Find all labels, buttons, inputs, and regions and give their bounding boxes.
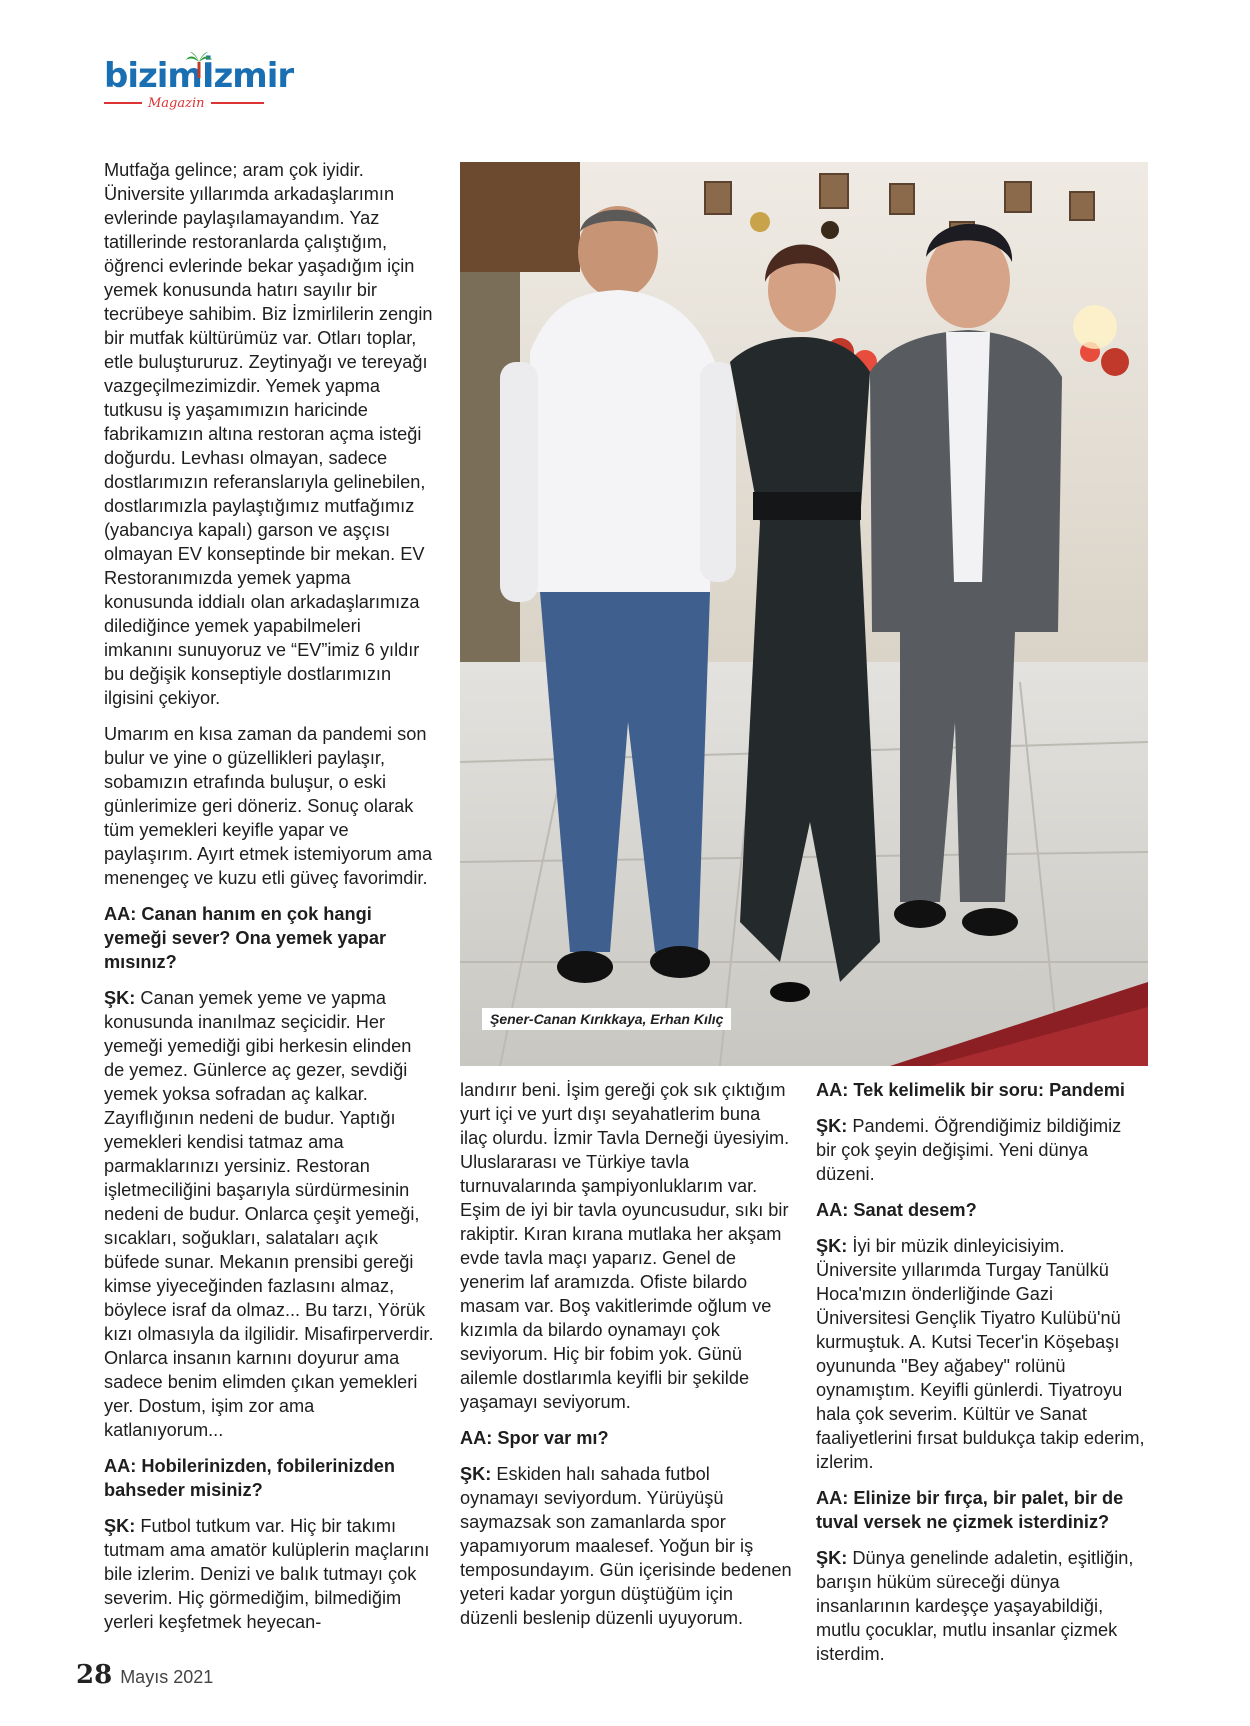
interview-question: AA: Sanat desem?	[816, 1200, 977, 1220]
page-footer	[76, 1660, 213, 1690]
interview-question: AA: Hobilerinizden, fobilerinizden bahseder misiniz?	[104, 1456, 395, 1500]
interview-answer	[816, 1234, 1146, 1474]
logo-subtitle: Magazin	[142, 96, 211, 111]
speaker-label: ŞK:	[816, 1236, 848, 1256]
interview-answer	[816, 1114, 1146, 1186]
interview-answer	[104, 986, 434, 1442]
article-column-1	[104, 158, 434, 1646]
interview-answer	[816, 1546, 1146, 1666]
photo-caption: Şener-Canan Kırıkkaya, Erhan Kılıç	[482, 1008, 731, 1030]
paragraph-text: Dünya genelinde adaletin, eşitliğin, barışın hüküm süreceği dünya insanlarının kardeşçe yaşayabildiği, mutlu çocuklar, mutlu insanlar çizmek isterdim.	[816, 1548, 1134, 1664]
photo-illustration	[460, 162, 1148, 1066]
article-paragraph	[104, 158, 434, 710]
speaker-label: ŞK:	[460, 1464, 492, 1484]
palm-tree-icon	[184, 50, 214, 80]
article-paragraph	[460, 1078, 792, 1414]
paragraph-text: Futbol tutkum var. Hiç bir takımı tutmam ama amatör kulüplerin maçlarını bile izlerim. Denizi ve balık tutmayı çok severim. Hiç görmediğim, bilmediğim yerleri keşfetmek heyecan-	[104, 1516, 430, 1632]
interview-question: AA: Canan hanım en çok hangi yemeği sever? Ona yemek yapar mısınız?	[104, 904, 387, 972]
interview-question: AA: Spor var mı?	[460, 1428, 609, 1448]
interview-question: AA: Elinize bir fırça, bir palet, bir de tuval versek ne çizmek isterdiniz?	[816, 1488, 1124, 1532]
article-column-2	[460, 1078, 792, 1642]
paragraph-text: landırır beni. İşim gereği çok sık çıktığım yurt içi ve yurt dışı seyahatlerim buna ilaç olurdu. İzmir Tavla Derneği üyesiyim. Uluslararası ve Türkiye tavla turnuvalarında şampiyonluklarım var. Eşim de iyi bir tavla oyuncusudur, sıkı bir rakiptir. Kıran kırana mutlaka her akşam evde tavla maçı yaparız. Genel de yenerim laf aramızda. Ofiste bilardo masam var. Boş vakitlerimde oğlum ve kızımla da bilardo oynamayı çok seviyorum. Hiç bir fobim yok. Günü ailemle dostlarımla keyifli bir şekilde yaşamayı seviyorum.	[460, 1080, 790, 1412]
logo-wordmark: bizimİzmir	[104, 56, 294, 96]
article-paragraph	[104, 722, 434, 890]
article-column-3	[816, 1078, 1146, 1678]
interview-answer	[460, 1462, 792, 1630]
speaker-label: ŞK:	[104, 1516, 136, 1536]
paragraph-text: Eskiden halı sahada futbol oynamayı seviyordum. Yürüyüşü saymazsak son zamanlarda spor yapamıyorum maalesef. Yoğun bir iş temposundayım. Gün içerisinde bedenen yeteri kadar yorgun düştüğüm için düzenli beslenip düzenli uyuyorum.	[460, 1464, 792, 1628]
page-number: 28	[76, 1660, 113, 1690]
speaker-label: ŞK:	[104, 988, 136, 1008]
paragraph-text: Pandemi. Öğrendiğimiz bildiğimiz bir çok şeyin değişimi. Yeni dünya düzeni.	[816, 1116, 1122, 1184]
issue-date: Mayıs 2021	[120, 1667, 214, 1687]
interview-question: AA: Tek kelimelik bir soru: Pandemi	[816, 1080, 1125, 1100]
paragraph-text: İyi bir müzik dinleyicisiyim. Üniversite yıllarımda Turgay Tanülkü Hoca'mızın önderliğinde Gazi Üniversitesi Gençlik Tiyatro Kulübü'nü kurmuştuk. A. Kutsi Tecer'in Köşebaşı oyununda "Bey ağabey" rolünü oynamıştım. Keyifli günlerdi. Tiyatroyu hala çok severim. Kültür ve Sanat faaliyetlerini fırsat buldukça takip ederim, izlerim.	[816, 1236, 1145, 1472]
interview-answer	[104, 1514, 434, 1634]
magazine-logo	[104, 56, 294, 116]
event-photo	[460, 162, 1148, 1066]
paragraph-text: Canan yemek yeme ve yapma konusunda inanılmaz seçicidir. Her yemeği yemediği gibi herkesin elinden de yemez. Günlerce aç gezer, sevdiği yemek yoksa sofradan aç kalkar. Zayıflığının nedeni de budur. Yaptığı yemekleri kendisi tatmaz ama parmaklarınızı yersiniz. Restoran işletmeciliğini başarıyla sürdürmesinin nedeni de budur. Onlarca çeşit yemeği, sıcakları, soğukları, salataları açık büfede sunar. Mekanın prensibi gereği kimse yiyeceğinden fazlasını almaz, böylece israf da olmaz... Bu tarzı, Yörük kızı olmasıyla da ilgilidir. Misafirperverdir. Onlarca insanın karnını doyurur ama sadece benim elimden çıkan yemekleri yer. Dostum, işim zor ama katlanıyorum...	[104, 988, 434, 1440]
speaker-label: ŞK:	[816, 1548, 848, 1568]
speaker-label: ŞK:	[816, 1116, 848, 1136]
paragraph-text: Mutfağa gelince; aram çok iyidir. Üniversite yıllarımda arkadaşlarımın evlerinde paylaşılamayandım. Yaz tatillerinde restoranlarda çalıştığım, öğrenci evlerinde bekar yaşadığım için yemek konusunda hatırı sayılır bir tecrübeye sahibim. Biz İzmirlilerin zengin bir mutfak kültürümüz var. Otları toplar, etle buluştururuz. Zeytinyağı ve tereyağı vazgeçilmezimizdir. Yemek yapma tutkusu iş yaşamımızın haricinde fabrikamızın altına restoran açma isteği doğurdu. Levhası olmayan, sadece dostlarımızın referanslarıyla gelinebilen, dostlarımızla paylaştığımız mutfağımız (yabancıya kapalı) garson ve aşçısı olmayan EV konseptinde bir mekan. EV Restoranımızda yemek yapma konusunda iddialı olan arkadaşlarımıza dilediğince yemek yapabilmeleri imkanını sunuyoruz ve “EV”imiz 6 yıldır bu değişik konseptiyle dostlarımızın ilgisini çekiyor.	[104, 160, 433, 708]
paragraph-text: Umarım en kısa zaman da pandemi son bulur ve yine o güzellikleri paylaşır, sobamızın etrafında buluşur, o eski günlerimize geri döneriz. Sonuç olarak tüm yemekleri keyifle yapar ve paylaşırım. Ayırt etmek istemiyorum ama menengeç ve kuzu etli güveç favorimdir.	[104, 724, 433, 888]
